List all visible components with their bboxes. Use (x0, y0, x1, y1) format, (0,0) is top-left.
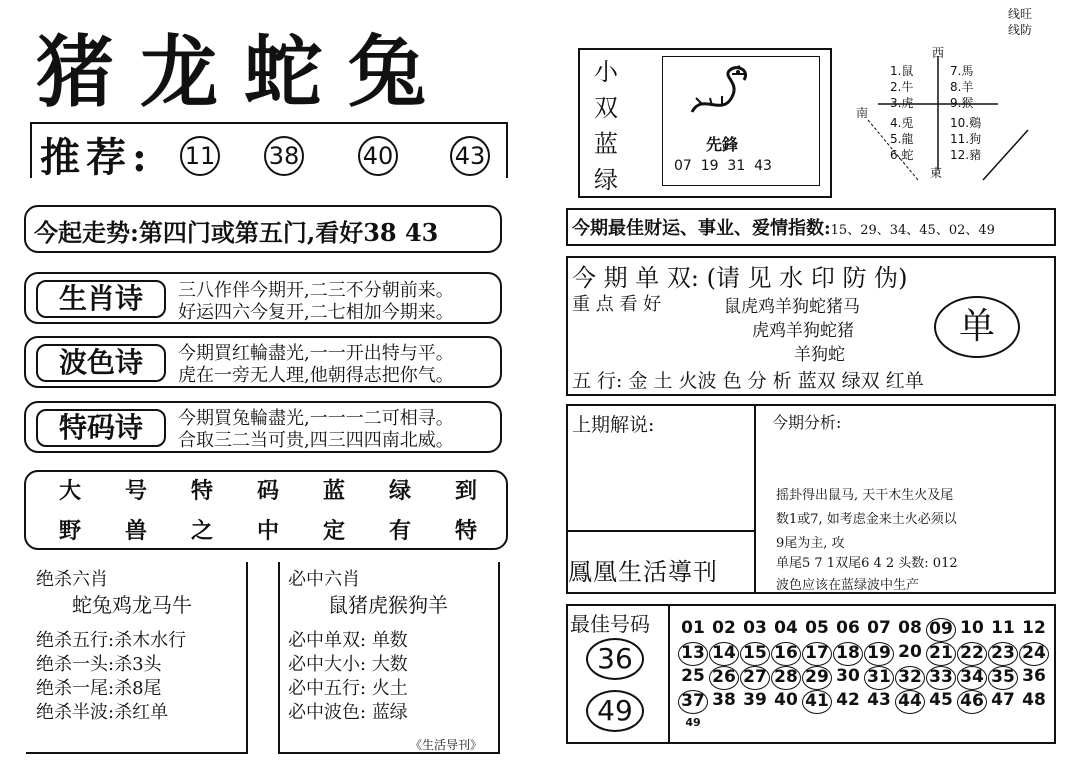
lotto-number: 30 (836, 666, 860, 686)
kill-key: 绝杀一尾: (36, 678, 115, 699)
must-key: 必中单双: (288, 630, 367, 651)
lotto-number: 21 (926, 642, 956, 666)
lotto-number: 31 (864, 666, 894, 690)
lotto-number: 17 (802, 642, 832, 666)
kill-value: 杀红单 (114, 702, 169, 723)
lotto-number: 29 (802, 666, 832, 690)
analysis-divider (754, 404, 756, 594)
recommend-number: 40 (358, 136, 398, 176)
lotto-number: 03 (743, 618, 767, 638)
zodiac-item: 10.鷄 (950, 116, 982, 130)
side-char: 蓝 (594, 130, 618, 158)
poem-label: 特码诗 (36, 409, 166, 447)
poem-line: 合取三二当可贵,四三四四南北威。 (178, 430, 454, 451)
lotto-number: 09 (926, 618, 956, 642)
focus-line: 羊狗蛇 (794, 345, 845, 365)
grid-char: 绿 (388, 478, 411, 504)
analysis-text (776, 484, 957, 556)
lotto-number: 11 (991, 618, 1015, 638)
poem-line: 今期買红輪盡光,一一开出特与平。 (178, 343, 454, 364)
lotto-number: 45 (929, 690, 953, 710)
zodiac-item: 3.虎 (890, 96, 914, 110)
recommend-number: 43 (450, 136, 490, 176)
grid-char: 号 (124, 478, 147, 504)
lotto-number: 48 (1022, 690, 1046, 710)
grid-char: 有 (388, 518, 411, 544)
lotto-number: 18 (833, 642, 863, 666)
corner-line: 线旺 (1008, 7, 1033, 21)
recommend-label: 推荐: (40, 134, 153, 181)
zodiac-item: 1.鼠 (890, 64, 914, 78)
recommend-number: 38 (264, 136, 304, 176)
lotto-number: 32 (895, 666, 925, 690)
lotto-number: 37 (678, 690, 708, 714)
side-char: 小 (594, 58, 618, 86)
zodiac-item: 7.馬 (950, 64, 974, 78)
corner-line: 线防 (1008, 23, 1033, 37)
lotto-number: 02 (712, 618, 736, 638)
lotto-number: 14 (709, 642, 739, 666)
zodiac-item: 2.牛 (890, 80, 914, 94)
kill-value: 杀3头 (114, 654, 162, 675)
grid-char: 特 (454, 518, 477, 544)
lotto-number: 41 (802, 690, 832, 714)
kill-value: 杀木水行 (114, 630, 187, 651)
must-line (288, 626, 408, 652)
grid-char: 中 (256, 518, 279, 544)
must-title: 必中六肖 (288, 569, 360, 590)
zodiac-item: 9.猴 (950, 96, 974, 110)
lotto-number: 23 (988, 642, 1018, 666)
best-big-number: 49 (586, 690, 644, 732)
must-value: 蓝绿 (371, 702, 408, 723)
lotto-number: 42 (836, 690, 860, 710)
zodiac-item: 4.兎 (890, 116, 914, 130)
must-key: 必中波色: (288, 702, 367, 723)
lotto-number: 28 (771, 666, 801, 690)
lotto-number: 27 (740, 666, 770, 690)
must-line (288, 698, 408, 724)
lotto-number: 24 (1019, 642, 1049, 666)
must-line (288, 650, 408, 676)
pioneer-caption: 先鋒 (706, 135, 739, 154)
zodiac-item: 11.狗 (950, 132, 982, 146)
kill-line (36, 698, 168, 724)
pioneer-side-label (594, 54, 618, 198)
compass-south: 南 (856, 106, 869, 120)
grid-char: 特 (190, 478, 213, 504)
must-line (288, 674, 408, 700)
side-char: 绿 (594, 166, 618, 194)
zodiac-item: 6.蛇 (890, 148, 914, 162)
must-key: 必中大小: (288, 654, 367, 675)
poem-label: 波色诗 (36, 344, 166, 382)
lotto-number: 22 (957, 642, 987, 666)
zodiac-item: 12.豬 (950, 148, 982, 162)
lotto-number: 38 (712, 690, 736, 710)
lotto-number: 19 (864, 642, 894, 666)
kill-six: 蛇兔鸡龙马牛 (72, 593, 192, 617)
lotto-number: 13 (678, 642, 708, 666)
kill-key: 绝杀一头: (36, 654, 115, 675)
fortune-text (572, 214, 995, 240)
pioneer-numbers: 07 19 31 43 (674, 158, 772, 174)
focus-line: 鼠虎鸡羊狗蛇猪马 (724, 297, 860, 317)
must-footer: 《生活导刊》 (410, 738, 483, 752)
lotto-number: 36 (1022, 666, 1046, 686)
lotto-number: 01 (681, 618, 705, 638)
grid-char: 大 (58, 478, 81, 504)
must-value: 火土 (371, 678, 408, 699)
lotto-number: 16 (771, 642, 801, 666)
kill-line (36, 626, 186, 652)
wave-line: 波色应该在蓝绿波中生产 (776, 578, 920, 593)
lotto-number: 08 (898, 618, 922, 638)
kill-line (36, 650, 162, 676)
kill-key: 绝杀五行: (36, 630, 115, 651)
side-char: 双 (594, 94, 618, 122)
wuxing-line: 五 行: 金 土 火波 色 分 析 蓝双 绿双 红单 (572, 370, 924, 392)
lotto-number: 25 (681, 666, 705, 686)
corner-note (1008, 6, 1032, 38)
best-label: 最佳号码 (570, 612, 650, 636)
lotto-number: 12 (1022, 618, 1046, 638)
prev-label: 上期解说: (572, 414, 655, 436)
grid-char: 蓝 (322, 478, 345, 504)
lotto-number: 20 (898, 642, 922, 662)
brand-label: 鳳凰生活導刊 (568, 558, 718, 586)
dragon-icon (682, 62, 762, 124)
grid-char: 到 (454, 478, 477, 504)
lotto-number: 10 (960, 618, 984, 638)
lotto-number: 35 (988, 666, 1018, 690)
poem-line: 好运四六今复开,二七相加今期来。 (178, 302, 454, 323)
grid-char: 野 (58, 518, 81, 544)
lotto-number: 33 (926, 666, 956, 690)
this-label: 今期分析: (772, 413, 842, 432)
zodiac-compass-lines (848, 40, 1038, 190)
grid-char: 定 (322, 518, 345, 544)
analysis-line: 摇卦得出鼠马, 天干木生火及尾 (776, 488, 954, 503)
must-value: 单数 (371, 630, 408, 651)
focus-line: 虎鸡羊狗蛇猪 (752, 321, 854, 341)
kill-line (36, 674, 162, 700)
lotto-number: 43 (867, 690, 891, 710)
lotto-number: 49 (685, 716, 701, 726)
best-big-number: 36 (586, 638, 644, 680)
lotto-number: 44 (895, 690, 925, 714)
must-six: 鼠猪虎猴狗羊 (328, 593, 448, 617)
single-double-title: 今 期 单 双: (请 见 水 印 防 伪) (572, 264, 908, 292)
lotto-number: 34 (957, 666, 987, 690)
fortune-numbers: 15、29、34、45、02、49 (830, 223, 995, 238)
poem-line: 虎在一旁无人理,他朝得志把你气。 (178, 365, 454, 386)
kill-value: 杀8尾 (114, 678, 162, 699)
must-value: 大数 (371, 654, 408, 675)
compass-west: 西 (932, 46, 945, 60)
grid-char: 之 (190, 518, 213, 544)
best-divider (668, 604, 670, 744)
tail-line: 单尾5 7 1双尾6 4 2 头数: 012 (776, 556, 958, 571)
lotto-number: 05 (805, 618, 829, 638)
lotto-number: 39 (743, 690, 767, 710)
lotto-number: 06 (836, 618, 860, 638)
lotto-number: 40 (774, 690, 798, 710)
poem-label: 生肖诗 (36, 280, 166, 318)
grid-char: 码 (256, 478, 279, 504)
compass-east: 東 (930, 166, 943, 180)
lotto-number: 07 (867, 618, 891, 638)
lotto-number: 46 (957, 690, 987, 714)
page-title: 猪龙蛇兔 (36, 27, 453, 118)
kill-key: 绝杀半波: (36, 702, 115, 723)
poem-line: 今期買兔輪盡光,一一一二可相寻。 (178, 408, 454, 429)
recommend-number: 11 (180, 136, 220, 176)
analysis-line: 9尾为主, 攻 (776, 536, 845, 551)
focus-label: 重 点 看 好 (572, 294, 662, 315)
lotto-number: 15 (740, 642, 770, 666)
analysis-line: 数1或7, 如考虑金来土火必须以 (776, 512, 957, 527)
must-key: 必中五行: (288, 678, 367, 699)
lotto-number: 26 (709, 666, 739, 690)
zodiac-item: 5.龍 (890, 132, 914, 146)
fortune-label: 今期最佳财运、事业、爱情指数: (572, 218, 831, 239)
trend-text: 今起走势:第四门或第五门,看好38 43 (34, 218, 439, 247)
lotto-number: 04 (774, 618, 798, 638)
prev-divider (566, 530, 756, 532)
lotto-number: 47 (991, 690, 1015, 710)
zodiac-item: 8.羊 (950, 80, 974, 94)
kill-title: 绝杀六肖 (36, 569, 108, 590)
single-badge: 单 (934, 296, 1020, 358)
poem-line: 三八作伴今期开,二三不分朝前来。 (178, 280, 454, 301)
grid-char: 兽 (124, 518, 147, 544)
